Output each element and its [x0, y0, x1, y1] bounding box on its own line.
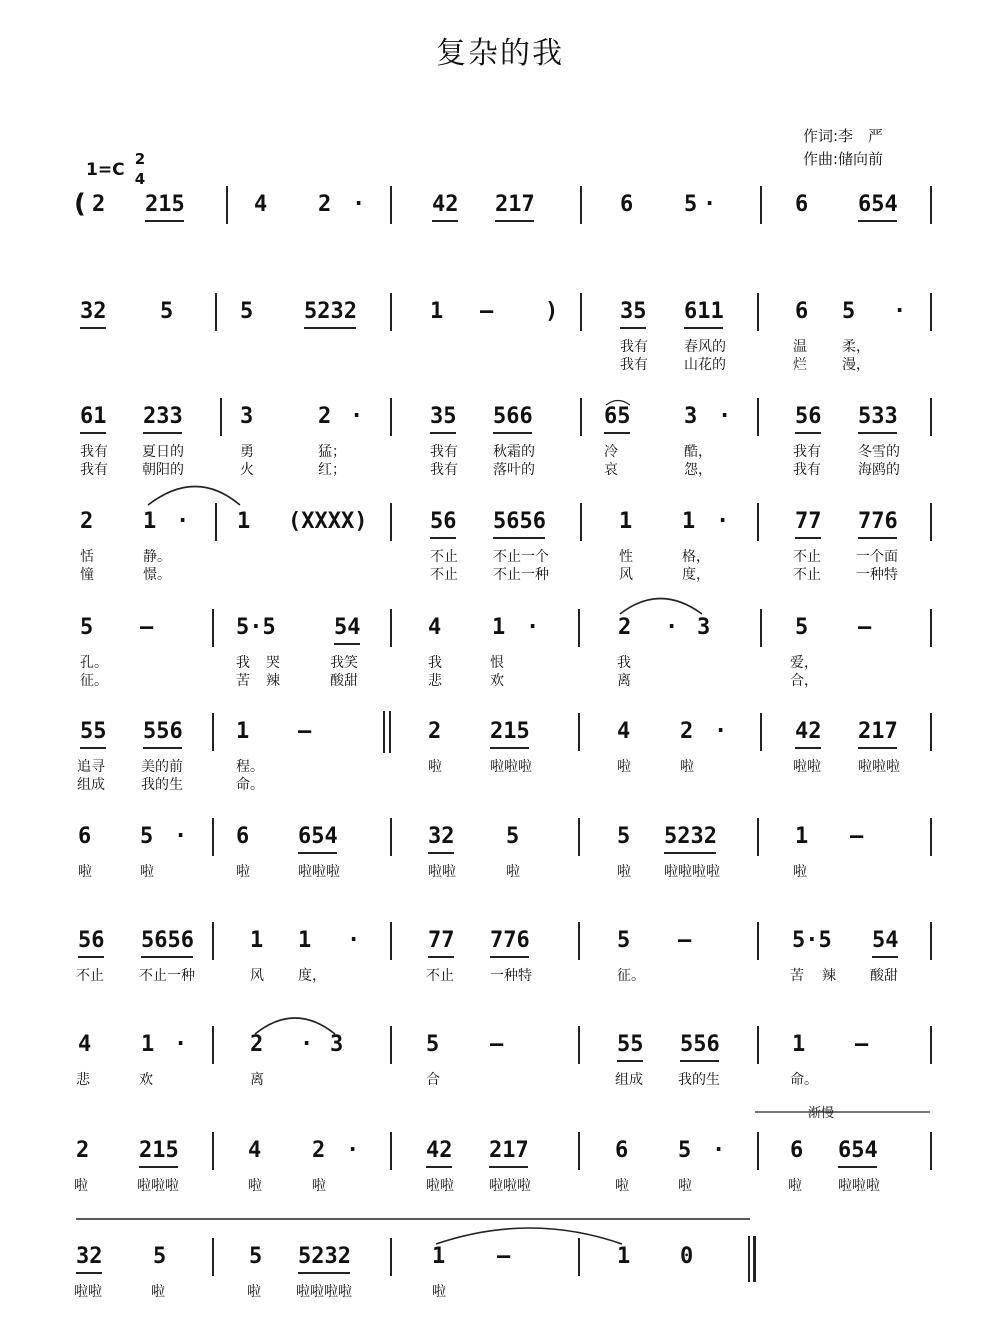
note-group: 65 [604, 404, 631, 429]
note-group: 54 [334, 615, 361, 640]
note-group: 5 [160, 299, 174, 324]
lyric-verse-1: 我有 [430, 444, 458, 460]
note-group: 2 [680, 719, 694, 744]
note-group: 556 [680, 1032, 720, 1057]
note-group: 5 [249, 1244, 263, 1269]
note-group: 2 [250, 1032, 264, 1057]
lyric-verse-1: 追寻 [77, 759, 105, 775]
lyric-verse-1: 秋霜的 [493, 444, 535, 460]
note-group: (XXXX) [288, 509, 368, 534]
note-group: 1 [617, 1244, 631, 1269]
lyric-verse-1: 勇 [240, 444, 254, 460]
note-group: 5232 [304, 299, 357, 324]
note-group: 5 [426, 1032, 440, 1057]
note-group: 2 [312, 1138, 326, 1163]
note-group: 5·5 [236, 615, 276, 640]
lyric-verse-2: 我有 [80, 462, 108, 478]
note-group: 5 [240, 299, 254, 324]
note-group: 3 [330, 1032, 344, 1057]
note-group: 32 [428, 824, 455, 849]
lyric-verse-1: 合 [426, 1072, 440, 1088]
note-group: 6 [795, 192, 809, 217]
lyric-verse-1: 恬 [80, 549, 94, 565]
lyric-verse-2: 漫， [842, 357, 870, 373]
lyric-verse-1: 啦 [236, 864, 250, 880]
lyric-verse-1: 啦 [680, 759, 694, 775]
lyric-verse-1: 啦 [78, 864, 92, 880]
lyric-verse-2: 不止 [793, 567, 821, 583]
lyric-verse-2: 酸甜 [330, 673, 358, 689]
lyric-verse-2: 红； [318, 462, 346, 478]
note-group: · [714, 719, 728, 744]
lyric-verse-1: 啦 [140, 864, 154, 880]
note-group: 2 [618, 615, 632, 640]
note-group: 217 [858, 719, 898, 744]
note-group: 32 [80, 299, 107, 324]
note-group: 5 [153, 1244, 167, 1269]
note-group: 1 [492, 615, 506, 640]
note-group: 4 [248, 1138, 262, 1163]
note-group: · [346, 1138, 360, 1163]
time-signature-top: 2 [134, 150, 146, 168]
note-group: 6 [790, 1138, 804, 1163]
lyric-verse-1: 酷， [684, 444, 712, 460]
lyric-verse-1: 我 [428, 655, 442, 671]
lyric-verse-1: 度， [298, 968, 326, 984]
lyric-verse-2: 我有 [620, 357, 648, 373]
intro-open-paren: ( [74, 189, 86, 219]
note-group: 1 [237, 509, 251, 534]
lyric-verse-1: 命。 [790, 1072, 818, 1088]
note-group: · [718, 404, 732, 429]
lyric-verse-1: 啦 [793, 864, 807, 880]
note-group: 32 [76, 1244, 103, 1269]
song-title: 复杂的我 [436, 36, 564, 71]
lyric-verse-1: 孔。 [80, 655, 108, 671]
note-group: 3 [240, 404, 254, 429]
note-group: 56 [795, 404, 822, 429]
note-group: 56 [78, 928, 105, 953]
note-group: 35 [430, 404, 457, 429]
tempo-mark-text: 渐慢 [808, 1106, 835, 1121]
note-group: · [176, 509, 190, 534]
note-group: 55 [80, 719, 107, 744]
note-group: 5 [80, 615, 94, 640]
lyric-verse-2: 烂 [793, 357, 807, 373]
lyric-verse-1: 征。 [617, 968, 645, 984]
lyric-verse-1: 恨 [490, 655, 504, 671]
lyric-verse-2: 落叶的 [493, 462, 535, 478]
note-group: 55 [617, 1032, 644, 1057]
lyric-verse-1: 啦啦啦 [490, 759, 532, 775]
lyric-verse-2: 辣 [266, 673, 280, 689]
note-group: 5656 [493, 509, 546, 534]
lyric-verse-1: 啦 [617, 759, 631, 775]
note-group: 566 [493, 404, 533, 429]
note-group: · [300, 1032, 314, 1057]
lyric-verse-1: 夏日的 [142, 444, 184, 460]
lyric-verse-1: 格， [682, 549, 710, 565]
lyric-verse-1: 啦 [678, 1178, 692, 1194]
lyric-verse-2: 憧 [80, 567, 94, 583]
note-group: 5232 [664, 824, 717, 849]
lyric-verse-1: 悲 [76, 1072, 90, 1088]
note-group: 233 [143, 404, 183, 429]
lyric-verse-2: 不止一种 [493, 567, 549, 583]
note-group: 5656 [141, 928, 194, 953]
lyric-verse-1: 冬雪的 [858, 444, 900, 460]
note-group: – [678, 928, 692, 953]
lyric-verse-2: 离 [617, 673, 631, 689]
note-group: 3 [684, 404, 698, 429]
note-group: 2 [92, 192, 106, 217]
slur-4 [436, 1228, 622, 1244]
note-group: 6 [620, 192, 634, 217]
lyric-verse-1: 哭 [266, 655, 280, 671]
note-group: 42 [432, 192, 459, 217]
note-group: 654 [298, 824, 338, 849]
note-group: · [712, 1138, 726, 1163]
note-group: 2 [80, 509, 94, 534]
note-group: 5 [678, 1138, 692, 1163]
note-group: ) [545, 299, 559, 324]
note-group: 1 [682, 509, 696, 534]
lyric-verse-2: 一种特 [856, 567, 898, 583]
note-group: 2 [76, 1138, 90, 1163]
lyric-verse-2: 命。 [236, 777, 264, 793]
note-group: 611 [684, 299, 724, 324]
lyric-verse-1: 啦 [432, 1284, 446, 1300]
note-group: 6 [236, 824, 250, 849]
note-group: 61 [80, 404, 107, 429]
note-group: 54 [872, 928, 899, 953]
note-group: 5 [795, 615, 809, 640]
slur-3 [255, 1018, 335, 1034]
lyric-verse-1: 我 [617, 655, 631, 671]
note-group: 654 [838, 1138, 878, 1163]
note-group: 5 [617, 824, 631, 849]
lyric-verse-1: 我 [236, 655, 250, 671]
note-group: 0 [680, 1244, 694, 1269]
note-group: · [174, 824, 188, 849]
note-group: 654 [858, 192, 898, 217]
lyric-verse-1: 啦 [788, 1178, 802, 1194]
lyric-verse-1: 欢 [139, 1072, 153, 1088]
note-group: 217 [495, 192, 535, 217]
slur-5 [606, 401, 630, 406]
note-group: 3 [697, 615, 711, 640]
lyric-verse-1: 啦 [151, 1284, 165, 1300]
lyric-verse-1: 啦啦 [428, 864, 456, 880]
lyric-verse-1: 不止一个 [493, 549, 549, 565]
note-group: – [858, 615, 872, 640]
lyric-verse-1: 风 [250, 968, 264, 984]
note-group: 2 [428, 719, 442, 744]
note-group: – [855, 1032, 869, 1057]
lyric-verse-2: 组成 [77, 777, 105, 793]
note-group: 5232 [298, 1244, 351, 1269]
lyric-verse-1: 啦啦 [793, 759, 821, 775]
lyric-verse-2: 我的生 [141, 777, 183, 793]
note-group: 42 [426, 1138, 453, 1163]
note-group: · [347, 928, 361, 953]
lyric-verse-1: 温 [793, 339, 807, 355]
lyric-verse-2: 度， [682, 567, 710, 583]
lyricist-credit: 作词:李 严 [803, 127, 884, 145]
lyric-verse-1: 柔， [842, 339, 870, 355]
lyric-verse-1: 啦啦啦 [137, 1178, 179, 1194]
lyric-verse-1: 辣 [822, 968, 836, 984]
lyric-verse-1: 不止 [76, 968, 104, 984]
note-group: 1 [141, 1032, 155, 1057]
note-group: · [665, 615, 679, 640]
note-group: 1 [430, 299, 444, 324]
lyric-verse-2: 怨， [684, 462, 712, 478]
lyric-verse-1: 啦啦 [426, 1178, 454, 1194]
lyric-verse-1: 苦 [790, 968, 804, 984]
lyric-verse-2: 海鸥的 [858, 462, 900, 478]
lyric-verse-1: 离 [250, 1072, 264, 1088]
lyric-verse-1: 不止一种 [139, 968, 195, 984]
lyric-verse-1: 我有 [80, 444, 108, 460]
lyric-verse-2: 不止 [430, 567, 458, 583]
note-group: 217 [489, 1138, 529, 1163]
lyric-verse-1: 程。 [236, 759, 264, 775]
note-group: · [526, 615, 540, 640]
note-group: 6 [78, 824, 92, 849]
lyric-verse-1: 我有 [620, 339, 648, 355]
note-group: 5 [617, 928, 631, 953]
slur-2 [620, 599, 702, 615]
lyric-verse-1: 爱， [790, 655, 818, 671]
note-group: – [298, 719, 312, 744]
lyric-verse-2: 欢 [490, 673, 504, 689]
lyric-verse-2: 憬。 [143, 567, 171, 583]
key-signature: 1=C [86, 160, 125, 180]
lyric-verse-2: 我有 [793, 462, 821, 478]
lyric-verse-1: 猛； [318, 444, 346, 460]
note-group: 1 [143, 509, 157, 534]
lyric-verse-1: 啦 [248, 1178, 262, 1194]
lyric-verse-2: 悲 [428, 673, 442, 689]
lyric-verse-1: 啦啦啦 [489, 1178, 531, 1194]
note-group: 5 [506, 824, 520, 849]
lyric-verse-1: 啦啦啦啦 [296, 1284, 352, 1300]
note-group: 4 [254, 192, 268, 217]
lyric-verse-2: 火 [240, 462, 254, 478]
note-group: · [174, 1032, 188, 1057]
note-group: · [352, 192, 366, 217]
note-group: 77 [795, 509, 822, 534]
note-group: · [893, 299, 907, 324]
note-group: · [703, 192, 717, 217]
lyric-verse-1: 冷 [604, 444, 618, 460]
note-group: 77 [428, 928, 455, 953]
lyric-verse-1: 不止 [430, 549, 458, 565]
note-group: – [140, 615, 154, 640]
lyric-verse-1: 美的前 [141, 759, 183, 775]
lyric-verse-1: 不止 [793, 549, 821, 565]
lyric-verse-1: 一个面 [856, 549, 898, 565]
note-group: · [350, 404, 364, 429]
note-group: 6 [615, 1138, 629, 1163]
lyric-verse-1: 春风的 [684, 339, 726, 355]
note-group: 776 [858, 509, 898, 534]
lyric-verse-2: 山花的 [684, 357, 726, 373]
lyric-verse-2: 我有 [430, 462, 458, 478]
note-group: – [497, 1244, 511, 1269]
lyric-verse-1: 我有 [793, 444, 821, 460]
note-group: 4 [428, 615, 442, 640]
composer-credit: 作曲:储向前 [803, 150, 884, 168]
lyric-verse-1: 啦 [617, 864, 631, 880]
note-group: 4 [78, 1032, 92, 1057]
lyric-verse-1: 不止 [426, 968, 454, 984]
note-group: · [716, 509, 730, 534]
lyric-verse-1: 性 [619, 549, 633, 565]
note-group: 776 [490, 928, 530, 953]
note-group: 1 [792, 1032, 806, 1057]
lyric-verse-1: 啦啦啦 [838, 1178, 880, 1194]
lyric-verse-1: 静。 [143, 549, 171, 565]
lyric-verse-1: 啦啦啦啦 [664, 864, 720, 880]
lyric-verse-1: 啦啦 [74, 1284, 102, 1300]
note-group: 5 [842, 299, 856, 324]
lyric-verse-1: 啦 [74, 1178, 88, 1194]
lyric-verse-1: 组成 [615, 1072, 643, 1088]
lyric-verse-2: 朝阳的 [142, 462, 184, 478]
time-signature-bottom: 4 [134, 170, 146, 188]
note-group: 56 [430, 509, 457, 534]
note-group: 2 [318, 192, 332, 217]
lyric-verse-1: 啦 [312, 1178, 326, 1194]
note-group: 533 [858, 404, 898, 429]
note-group: 5 [684, 192, 698, 217]
lyric-verse-2: 哀 [604, 462, 618, 478]
lyric-verse-1: 我笑 [330, 655, 358, 671]
lyric-verse-1: 啦 [428, 759, 442, 775]
note-group: 556 [143, 719, 183, 744]
note-group: 6 [795, 299, 809, 324]
slur-1 [148, 487, 240, 506]
lyric-verse-1: 一种特 [490, 968, 532, 984]
lyric-verse-2: 苦 [236, 673, 250, 689]
note-group: 5·5 [792, 928, 832, 953]
note-group: 42 [795, 719, 822, 744]
lyric-verse-2: 合， [790, 673, 818, 689]
note-group: 35 [620, 299, 647, 324]
note-group: 1 [250, 928, 264, 953]
note-group: – [480, 299, 494, 324]
lyric-verse-1: 啦 [506, 864, 520, 880]
lyric-verse-1: 啦 [615, 1178, 629, 1194]
note-group: 2 [318, 404, 332, 429]
note-group: 1 [432, 1244, 446, 1269]
lyric-verse-2: 征。 [80, 673, 108, 689]
lyric-verse-1: 啦啦啦 [298, 864, 340, 880]
lyric-verse-1: 啦 [247, 1284, 261, 1300]
lyric-verse-1: 啦啦啦 [858, 759, 900, 775]
note-group: 1 [236, 719, 250, 744]
note-group: 4 [617, 719, 631, 744]
note-group: 5 [140, 824, 154, 849]
note-group: 215 [145, 192, 185, 217]
note-group: 1 [619, 509, 633, 534]
lyric-verse-1: 酸甜 [870, 968, 898, 984]
note-group: – [850, 824, 864, 849]
note-group: 1 [795, 824, 809, 849]
lyric-verse-1: 我的生 [678, 1072, 720, 1088]
note-group: 215 [139, 1138, 179, 1163]
note-group: 215 [490, 719, 530, 744]
note-group: 1 [298, 928, 312, 953]
lyric-verse-2: 风 [619, 567, 633, 583]
note-group: – [490, 1032, 504, 1057]
